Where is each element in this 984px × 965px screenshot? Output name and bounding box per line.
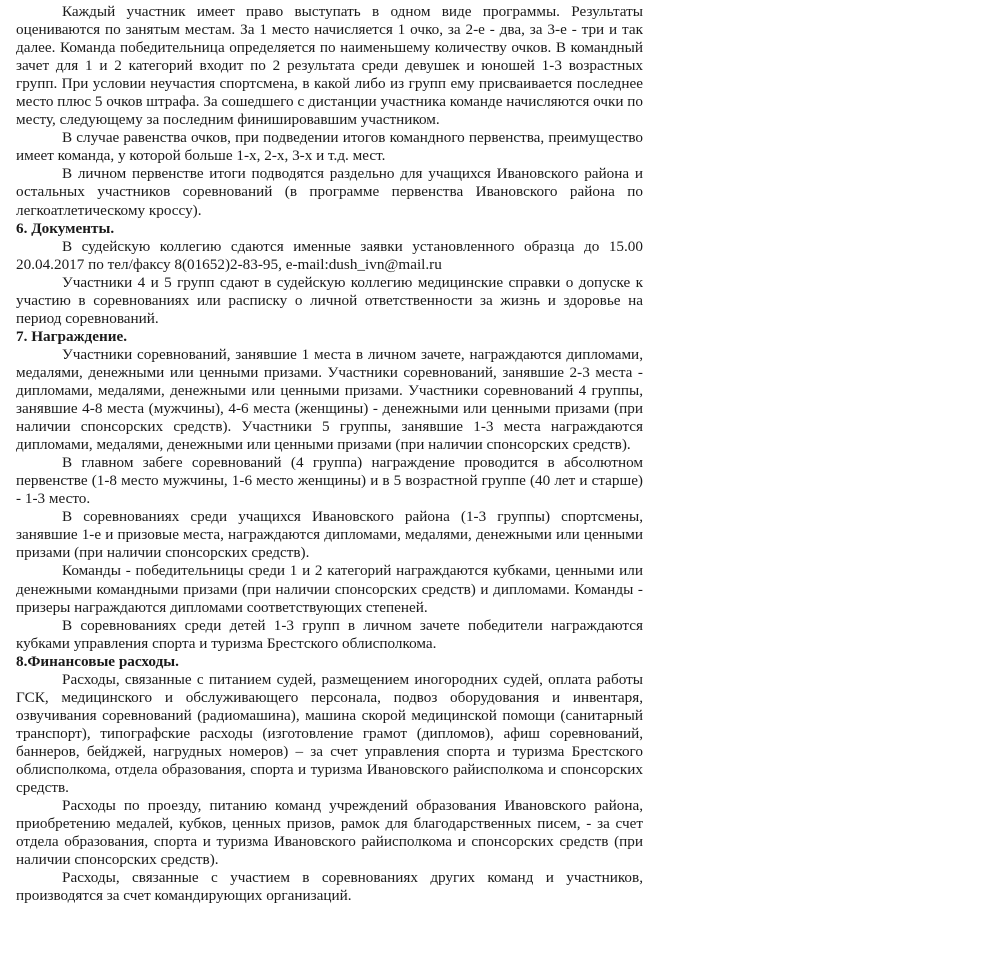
paragraph-children-awards: В соревнованиях среди детей 1-3 групп в личном зачете победители награждаются кубками управления спорта и туризма Брестского облисполкома. — [16, 616, 643, 652]
paragraph-scoring: Каждый участник имеет право выступать в одном виде программы. Результаты оцениваются по занятым местам. За 1 место начисляется 1 очко, за 2-е - два, за 3-е - три и так далее. Команда победительница определяется по наименьшему количеству очков. В командный зачет для 1 и 2 категорий входит по 2 результата среди девушек и юношей 1-3 возрастных групп. При условии неучастия спортсмена, в какой либо из групп ему присваивается последнее место плюс 5 очков штрафа. За сошедшего с дистанции участника команде начисляются очки по месту, следующему за последним финишировавшим участником. — [16, 3, 643, 129]
section-heading-awards: 7. Награждение. — [16, 327, 128, 345]
paragraph-personal-results: В личном первенстве итоги подводятся раздельно для учащихся Ивановского района и остальных участников соревнований (в программе первенства Ивановского района по легкоатлетическому кроссу). — [16, 165, 643, 219]
paragraph-team-awards: Команды - победительницы среди 1 и 2 категорий награждаются кубками, ценными или денежными командными призами (при наличии спонсорских средств) и дипломами. Команды - призеры награждаются дипломами соответствующих степеней. — [16, 562, 643, 616]
paragraph-expenses-teams: Расходы по проезду, питанию команд учреждений образования Ивановского района, приобретению медалей, кубков, ценных призов, рамок для благодарственных писем, - за счет отдела образования, спорта и туризма Ивановского райисполкома и спонсорских средств (при наличии спонсорских средств). — [16, 797, 643, 869]
paragraph-medical-certificates: Участники 4 и 5 групп сдают в судейскую коллегию медицинские справки о допуске к участию в соревнованиях или расписку о личной ответственности за жизнь и здоровье на период соревнований. — [16, 273, 643, 327]
paragraph-expenses-organizers: Расходы, связанные с питанием судей, размещением иногородних судей, оплата работы ГСК, медицинского и обслуживающего персонала, подвоз оборудования и инвентаря, озвучивания соревнований (радиомашина), машина скорой медицинской помощи (санитарный транспорт), типографские расходы (изготовление грамот (дипломов), афиш соревнований, баннеров, бейджей, нагрудных номеров) – за счет управления спорта и туризма Брестского облисполкома, отдела образования, спорта и туризма Ивановского райисполкома и спонсорских средств. — [16, 670, 643, 797]
section-heading-finances: 8.Финансовые расходы. — [16, 652, 179, 670]
paragraph-students-awards: В соревнованиях среди учащихся Ивановского района (1-3 группы) спортсмены, занявшие 1-е и призовые места, награждаются дипломами, медалями, денежными или ценными призами (при наличии спонсорских средств). — [16, 508, 643, 562]
section-heading-documents: 6. Документы. — [16, 219, 115, 237]
paragraph-applications: В судейскую коллегию сдаются именные заявки установленного образца до 15.00 20.04.2017 по тел/факсу 8(01652)2-83-95, e-mail:dush_ivn@mail.ru — [16, 237, 643, 273]
paragraph-personal-awards: Участники соревнований, занявшие 1 места в личном зачете, награждаются дипломами, медалями, денежными или ценными призами. Участники соревнований, занявшие 2-3 места - дипломами, медалями, денежными или ценными призами. Участники соревнований 4 группы, занявшие 4-8 места (мужчины), 4-6 места (женщины) - денежными или ценными призами (при наличии спонсорских средств). Участники 5 группы, занявшие 1-3 места награждаются дипломами, медалями, денежными или ценными призами (при наличии спонсорских средств). — [16, 345, 643, 454]
paragraph-expenses-others: Расходы, связанные с участием в соревнованиях других команд и участников, производятся за счет командирующих организаций. — [16, 869, 643, 905]
document-page — [16, 3, 643, 905]
paragraph-main-race-awards: В главном забеге соревнований (4 группа) награждение проводится в абсолютном первенстве (1-8 место мужчины, 1-6 место женщины) и в 5 возрастной группе (40 лет и старше) - 1-3 место. — [16, 454, 643, 508]
paragraph-tie-break: В случае равенства очков, при подведении итогов командного первенства, преимущество имеет команда, у которой больше 1-х, 2-х, 3-х и т.д. мест. — [16, 129, 643, 165]
